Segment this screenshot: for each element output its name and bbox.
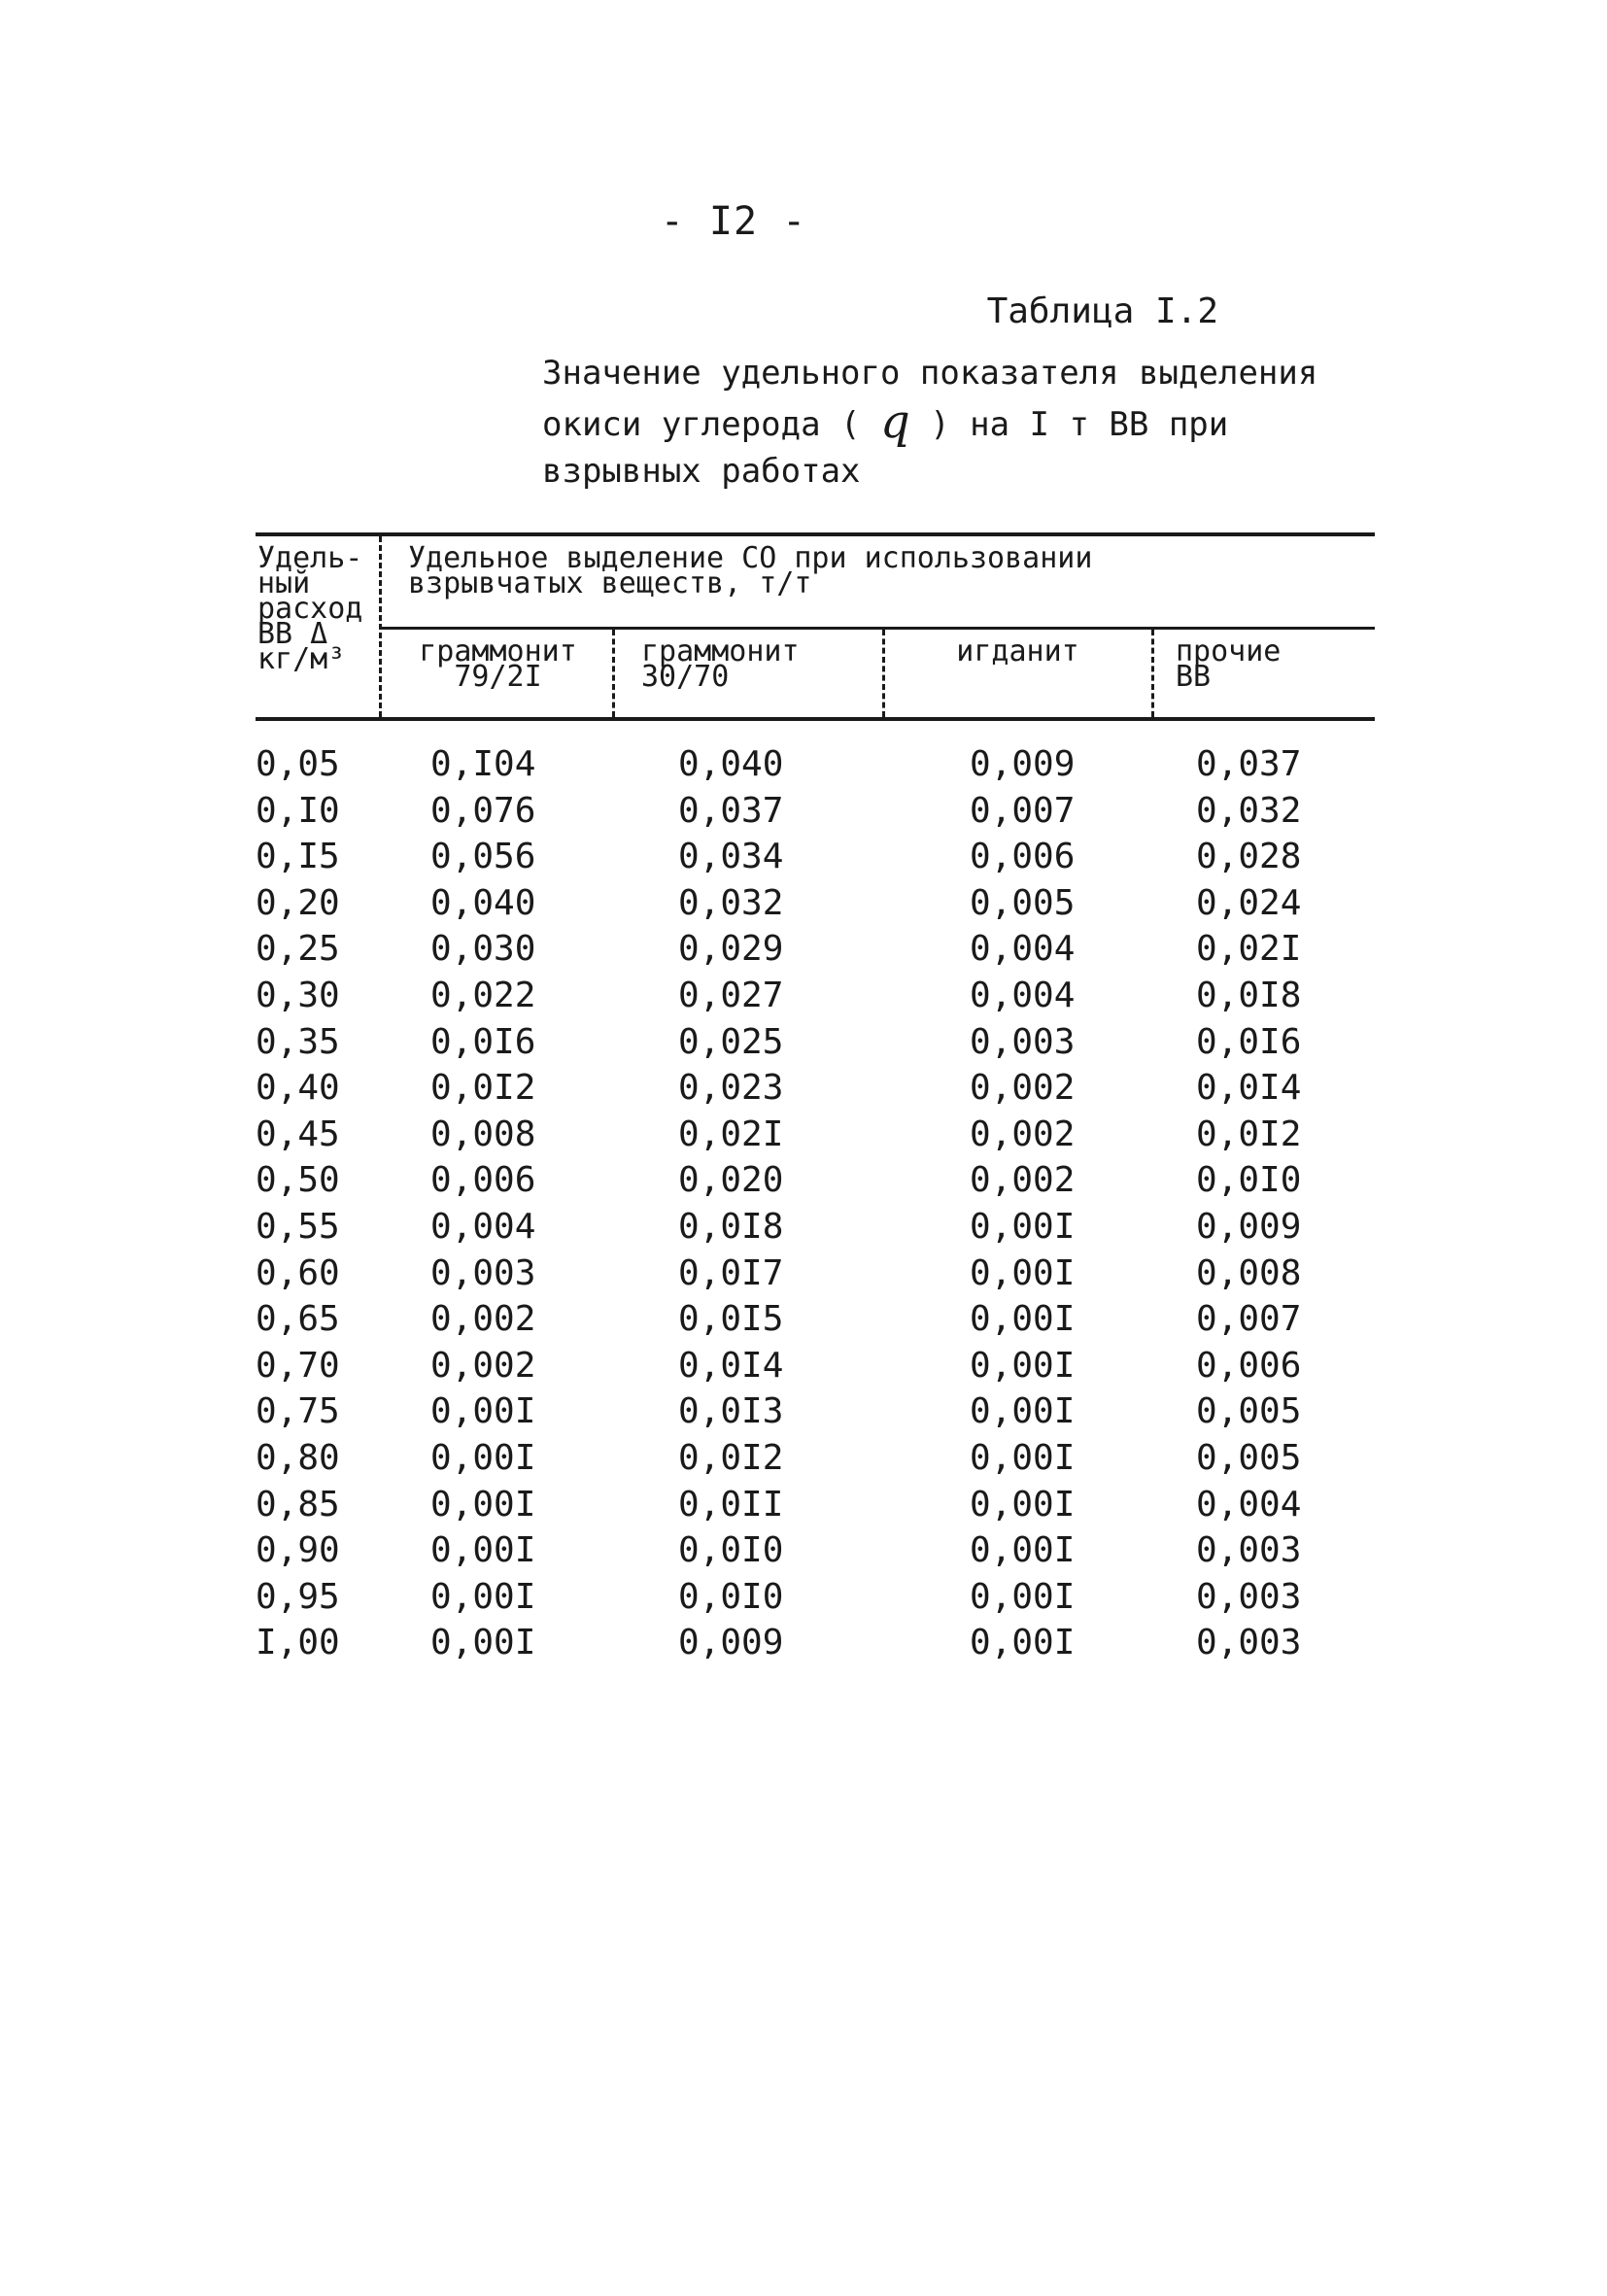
- table-cell: 0,00I: [430, 1391, 536, 1432]
- table-cell: 0,004: [430, 1206, 536, 1247]
- table-cell: 0,008: [430, 1114, 536, 1154]
- stub-header-line: Удель-: [257, 541, 363, 575]
- table-cell: 0,020: [678, 1160, 784, 1201]
- column-header-line: ВВ: [1176, 660, 1212, 694]
- stub-header-line: кг/м³: [257, 642, 346, 676]
- table-cell: 0,I04: [430, 744, 536, 784]
- table-body: [256, 741, 1375, 1666]
- column-separator: [379, 536, 382, 717]
- table-cell: 0,0I8: [678, 1206, 784, 1247]
- q-symbol: q: [880, 394, 910, 449]
- row-header-cell: 0,95: [256, 1576, 340, 1617]
- table-row: [256, 1388, 1375, 1435]
- table-row: [256, 1574, 1375, 1621]
- table-cell: 0,003: [1196, 1623, 1302, 1663]
- table-cell: 0,00I: [970, 1391, 1076, 1432]
- row-header-cell: 0,55: [256, 1206, 340, 1247]
- table-cell: 0,003: [1196, 1530, 1302, 1571]
- table-cell: 0,00I: [430, 1530, 536, 1571]
- table-cell: 0,00I: [970, 1576, 1076, 1617]
- column-separator: [1151, 630, 1154, 717]
- table-cell: 0,002: [430, 1345, 536, 1386]
- table-cell: 0,002: [970, 1160, 1076, 1201]
- stub-header-line: расход: [257, 592, 363, 626]
- table-cell: 0,0I2: [678, 1437, 784, 1478]
- table-cell: 0,0I6: [430, 1021, 536, 1062]
- table-cell: 0,029: [678, 929, 784, 970]
- table-cell: 0,022: [430, 975, 536, 1015]
- table-row: [256, 1251, 1375, 1297]
- table-cell: 0,0II: [678, 1484, 784, 1525]
- row-header-cell: 0,65: [256, 1299, 340, 1340]
- table-cell: 0,007: [970, 790, 1076, 831]
- table-cell: 0,003: [970, 1021, 1076, 1062]
- row-header-cell: 0,25: [256, 929, 340, 970]
- table-cell: 0,056: [430, 837, 536, 877]
- row-header-cell: 0,85: [256, 1484, 340, 1525]
- table-cell: 0,00I: [970, 1623, 1076, 1663]
- row-header-cell: 0,I5: [256, 837, 340, 877]
- table-cell: 0,00I: [970, 1252, 1076, 1293]
- caption-line-2-before: окиси углерода (: [542, 405, 880, 444]
- table-cell: 0,002: [970, 1068, 1076, 1109]
- table-cell: 0,009: [970, 744, 1076, 784]
- spanning-header-line: Удельное выделение СО при использовании: [408, 541, 1093, 575]
- row-header-cell: 0,35: [256, 1021, 340, 1062]
- stub-header-line: ВВ Δ: [257, 617, 328, 651]
- table-cell: 0,00I: [970, 1206, 1076, 1247]
- table-cell: 0,006: [1196, 1345, 1302, 1386]
- table-cell: 0,00I: [970, 1299, 1076, 1340]
- table-cell: 0,003: [1196, 1576, 1302, 1617]
- row-header-cell: 0,90: [256, 1530, 340, 1571]
- table-top-rule: [256, 532, 1375, 536]
- row-header-cell: 0,75: [256, 1391, 340, 1432]
- column-header-line: игданит: [956, 634, 1079, 668]
- table-cell: 0,002: [970, 1114, 1076, 1154]
- table-cell: 0,024: [1196, 882, 1302, 923]
- column-header-line: граммонит: [641, 634, 800, 668]
- table-cell: 0,040: [678, 744, 784, 784]
- table-cell: 0,0I0: [678, 1576, 784, 1617]
- table-cell: 0,0I7: [678, 1252, 784, 1293]
- column-header-line: 30/70: [641, 660, 730, 694]
- row-header-cell: 0,45: [256, 1114, 340, 1154]
- table-row: [256, 1065, 1375, 1112]
- table-cell: 0,00I: [970, 1530, 1076, 1571]
- table-cell: 0,02I: [1196, 929, 1302, 970]
- table-row: [256, 973, 1375, 1019]
- caption-line-2-after: ) на I т ВВ при: [909, 405, 1229, 444]
- table-cell: 0,003: [430, 1252, 536, 1293]
- table-cell: 0,025: [678, 1021, 784, 1062]
- table-label: Таблица I.2: [986, 291, 1218, 331]
- table-row: [256, 1296, 1375, 1343]
- table-row: [256, 1482, 1375, 1528]
- column-header-other-explosives: [1176, 634, 1370, 694]
- table-cell: 0,00I: [430, 1437, 536, 1478]
- row-header-cell: 0,50: [256, 1160, 340, 1201]
- table-cell: 0,037: [1196, 744, 1302, 784]
- table-cell: 0,032: [1196, 790, 1302, 831]
- table-row: [256, 880, 1375, 927]
- row-header-cell: 0,60: [256, 1252, 340, 1293]
- table-cell: 0,00I: [430, 1576, 536, 1617]
- table-cell: 0,005: [970, 882, 1076, 923]
- column-header-line: прочие: [1176, 634, 1282, 668]
- table-row: [256, 1157, 1375, 1204]
- column-separator: [882, 630, 885, 717]
- column-header-grammonit-79-21: [389, 634, 607, 694]
- spanning-header: [408, 541, 1331, 600]
- table-cell: 0,00I: [970, 1484, 1076, 1525]
- table-cell: 0,0I8: [1196, 975, 1302, 1015]
- table-cell: 0,00I: [430, 1623, 536, 1663]
- table-cell: 0,008: [1196, 1252, 1302, 1293]
- table-cell: 0,009: [678, 1623, 784, 1663]
- caption-line-2: [542, 396, 1319, 448]
- table-cell: 0,040: [430, 882, 536, 923]
- table-cell: 0,0I6: [1196, 1021, 1302, 1062]
- table-cell: 0,0I0: [1196, 1160, 1302, 1201]
- table-cell: 0,006: [430, 1160, 536, 1201]
- column-header-line: 79/2I: [454, 660, 542, 694]
- table-row: [256, 1112, 1375, 1158]
- table-row: [256, 926, 1375, 973]
- table-cell: 0,004: [970, 975, 1076, 1015]
- caption-line-3: взрывных работах: [542, 452, 861, 491]
- table-cell: 0,027: [678, 975, 784, 1015]
- table-cell: 0,005: [1196, 1391, 1302, 1432]
- table-cell: 0,0I2: [1196, 1114, 1302, 1154]
- spanning-header-line: взрывчатых веществ, т/т: [408, 566, 812, 600]
- table-cell: 0,00I: [430, 1484, 536, 1525]
- row-header-cell: I,00: [256, 1623, 340, 1663]
- column-header-grammonit-30-70: [641, 634, 874, 694]
- table-cell: 0,0I2: [430, 1068, 536, 1109]
- table-row: [256, 1435, 1375, 1482]
- table-cell: 0,007: [1196, 1299, 1302, 1340]
- table-row: [256, 1527, 1375, 1574]
- table-cell: 0,0I4: [678, 1345, 784, 1386]
- table-row: [256, 788, 1375, 835]
- table-row: [256, 1019, 1375, 1066]
- column-header-igdanit: [889, 634, 1146, 668]
- row-header-cell: 0,80: [256, 1437, 340, 1478]
- table-cell: 0,0I0: [678, 1530, 784, 1571]
- table-cell: 0,0I5: [678, 1299, 784, 1340]
- row-header-cell: 0,40: [256, 1068, 340, 1109]
- stub-header: [257, 541, 379, 676]
- table-cell: 0,009: [1196, 1206, 1302, 1247]
- table-cell: 0,0I3: [678, 1391, 784, 1432]
- row-header-cell: 0,05: [256, 744, 340, 784]
- table-cell: 0,037: [678, 790, 784, 831]
- table-cell: 0,00I: [970, 1345, 1076, 1386]
- table-cell: 0,076: [430, 790, 536, 831]
- table-cell: 0,002: [430, 1299, 536, 1340]
- table-caption: [542, 350, 1319, 495]
- column-separator: [612, 630, 615, 717]
- table-row: [256, 741, 1375, 788]
- row-header-cell: 0,I0: [256, 790, 340, 831]
- table-cell: 0,00I: [970, 1437, 1076, 1478]
- table-cell: 0,004: [970, 929, 1076, 970]
- table-row: [256, 1343, 1375, 1389]
- row-header-cell: 0,70: [256, 1345, 340, 1386]
- table-row: [256, 1620, 1375, 1666]
- table-cell: 0,030: [430, 929, 536, 970]
- table-cell: 0,005: [1196, 1437, 1302, 1478]
- row-header-cell: 0,30: [256, 975, 340, 1015]
- header-middle-rule: [379, 627, 1375, 630]
- table-row: [256, 1204, 1375, 1251]
- table-cell: 0,028: [1196, 837, 1302, 877]
- page-number: - I2 -: [660, 199, 807, 244]
- table-cell: 0,004: [1196, 1484, 1302, 1525]
- table-cell: 0,006: [970, 837, 1076, 877]
- caption-line-1: Значение удельного показателя выделения: [542, 354, 1318, 393]
- table-cell: 0,0I4: [1196, 1068, 1302, 1109]
- table-row: [256, 834, 1375, 880]
- table-cell: 0,02I: [678, 1114, 784, 1154]
- column-header-line: граммонит: [419, 634, 577, 668]
- table-cell: 0,034: [678, 837, 784, 877]
- header-bottom-rule: [256, 717, 1375, 721]
- table-cell: 0,023: [678, 1068, 784, 1109]
- row-header-cell: 0,20: [256, 882, 340, 923]
- stub-header-line: ный: [257, 566, 311, 600]
- table-cell: 0,032: [678, 882, 784, 923]
